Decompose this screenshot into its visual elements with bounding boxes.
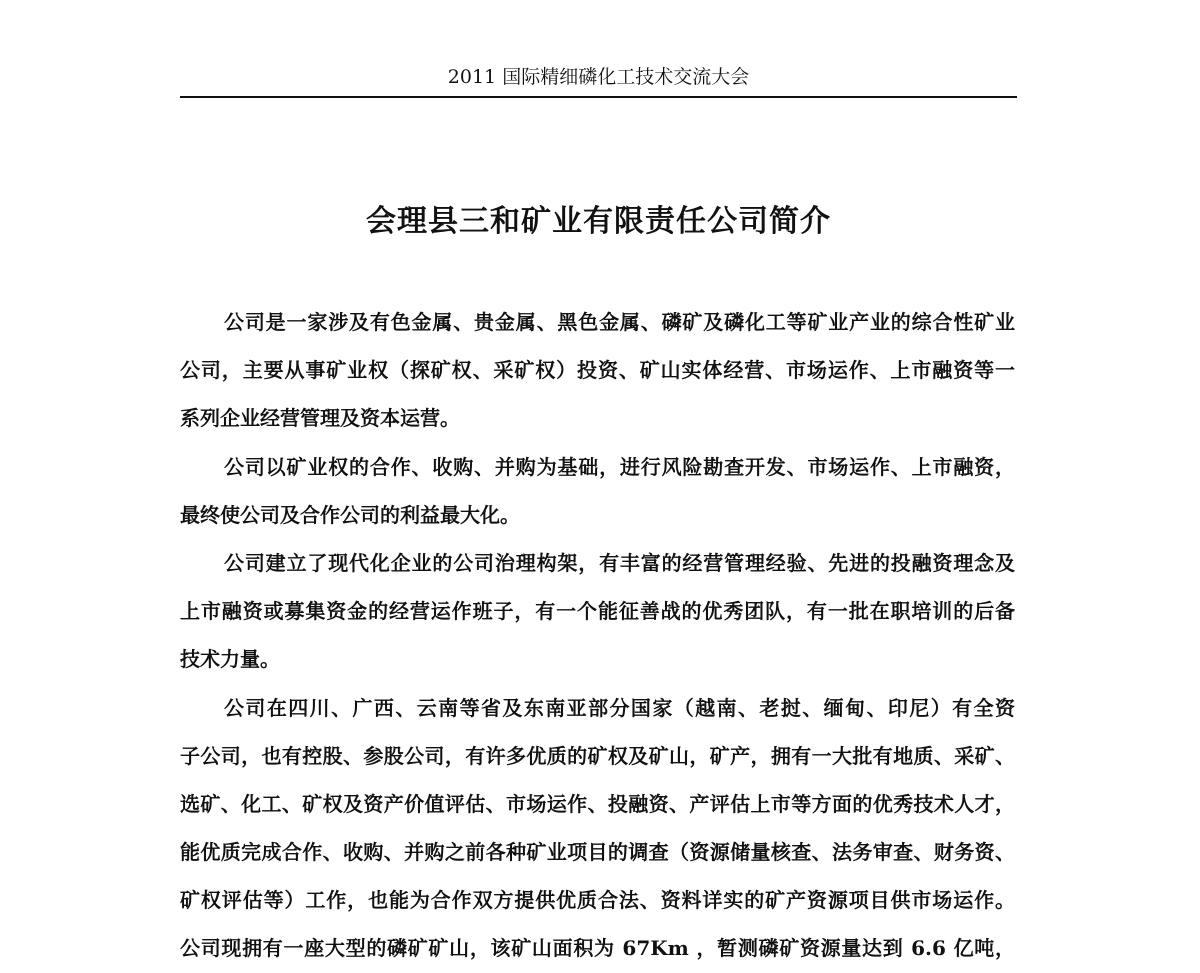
text-line: 系列企业经营管理及资本运营。 bbox=[180, 406, 460, 431]
running-header: 2011 国际精细磷化工技术交流大会 bbox=[447, 66, 750, 88]
paragraph bbox=[180, 443, 1015, 539]
document-body bbox=[180, 298, 1015, 973]
text-line: 公司，主要从事矿业权（探矿权、采矿权）投资、矿山实体经营、市场运作、上市融资等一 bbox=[180, 358, 1015, 383]
text-line: 最终使公司及合作公司的利益最大化。 bbox=[180, 502, 520, 527]
paragraph bbox=[180, 539, 1015, 684]
text-line: 上市融资或募集资金的经营运作班子，有一个能征善战的优秀团队，有一批在职培训的后备 bbox=[180, 599, 1015, 624]
text-line: 公司在四川、广西、云南等省及东南亚部分国家（越南、老挝、缅甸、印尼）有全资 bbox=[224, 695, 1015, 720]
text-line: 技术力量。 bbox=[180, 647, 280, 672]
text-line: 公司建立了现代化企业的公司治理构架，有丰富的经营管理经验、先进的投融资理念及 bbox=[224, 550, 1015, 575]
text-line: 选矿、化工、矿权及资产价值评估、市场运作、投融资、产评估上市等方面的优秀技术人才， bbox=[180, 791, 1015, 816]
header-rule bbox=[180, 96, 1017, 98]
text-line: 子公司，也有控股、参股公司，有许多优质的矿权及矿山，矿产，拥有一大批有地质、采矿、 bbox=[180, 743, 1015, 768]
paragraph bbox=[180, 298, 1015, 443]
text-line: 能优质完成合作、收购、并购之前各种矿业项目的调查（资源储量核查、法务审查、财务资、 bbox=[180, 840, 1015, 865]
paragraph bbox=[180, 684, 1015, 973]
text-line: 矿权评估等）工作，也能为合作双方提供优质合法、资料详实的矿产资源项目供市场运作。 bbox=[180, 888, 1015, 913]
text-line: 公司现拥有一座大型的磷矿矿山，该矿山面积为 67Km ，暂测磷矿资源量达到 6.6 亿吨， bbox=[180, 936, 1015, 961]
text-line: 公司以矿业权的合作、收购、并购为基础，进行风险勘查开发、市场运作、上市融资， bbox=[224, 454, 1015, 479]
text-line: 公司是一家涉及有色金属、贵金属、黑色金属、磷矿及磷化工等矿业产业的综合性矿业 bbox=[224, 310, 1015, 334]
document-title: 会理县三和矿业有限责任公司简介 bbox=[366, 204, 831, 239]
